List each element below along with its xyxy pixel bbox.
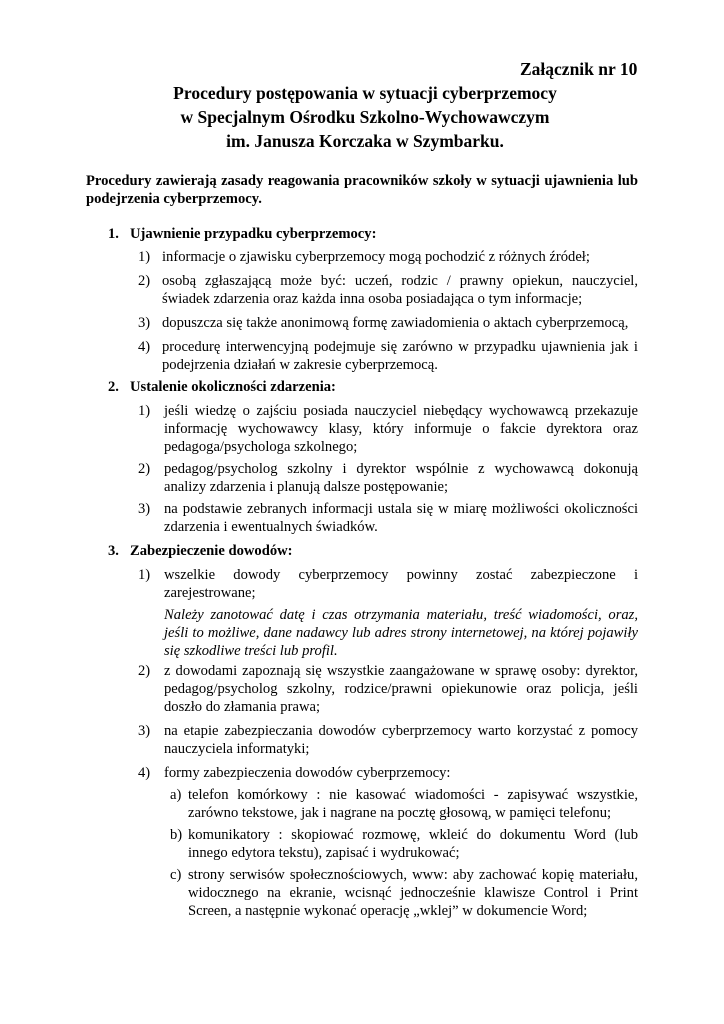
sub-item-text: komunikatory : skopiować rozmowę, wkleić do dokumentu Word (lub innego edytora tekstu), zapisać i wydrukować; <box>188 827 638 861</box>
item-number: 1) <box>138 567 151 583</box>
title-line-2: w Specjalnym Ośrodku Szkolno-Wychowawczym <box>180 107 550 127</box>
intro-paragraph: Procedury zawierają zasady reagowania pracowników szkoły w sytuacji ujawnienia lub podejrzenia cyberprzemocy. <box>86 173 638 207</box>
italic-note: Należy zanotować datę i czas otrzymania materiału, treść wiadomości, oraz, jeśli to możliwe, dane nadawcy lub adres strony internetowej, na której pojawiły się szkodliwe treści lub profil. <box>164 607 638 659</box>
item-number: 3) <box>138 501 151 517</box>
list-item <box>138 272 638 308</box>
item-text: wszelkie dowody cyberprzemocy powinny zostać zabezpieczone i zarejestrowane; <box>164 567 638 601</box>
item-text: dopuszcza się także anonimową formę zawiadomienia o aktach cyberprzemocą, <box>162 315 629 331</box>
sub-list-item <box>170 826 638 862</box>
item-text: pedagog/psycholog szkolny i dyrektor wspólnie z wychowawcą dokonują analizy zdarzenia i planują dalsze postępowanie; <box>164 461 638 495</box>
sub-item-text: strony serwisów społecznościowych, www: aby zachować kopię materiału, widocznego na ekranie, wcisnąć jednocześnie klawisze Control i Print Screen, a następnie wykonać operację „wklej” w dokumencie Word; <box>188 867 638 919</box>
item-number: 1) <box>138 249 151 265</box>
item-number: 1) <box>138 403 151 419</box>
list-item <box>138 500 638 536</box>
sub-item-letter: b) <box>170 827 183 843</box>
section-number: 1. <box>108 226 119 242</box>
item-number: 2) <box>138 273 151 289</box>
item-text: informacje o zjawisku cyberprzemocy mogą pochodzić z różnych źródeł; <box>162 249 590 265</box>
list-item <box>138 402 638 456</box>
section-1-heading <box>108 225 608 243</box>
list-item <box>138 248 638 266</box>
list-item <box>138 722 638 758</box>
item-text: formy zabezpieczenia dowodów cyberprzemocy: <box>164 765 451 781</box>
item-text: osobą zgłaszającą może być: uczeń, rodzic / prawny opiekun, nauczyciel, świadek zdarzenia oraz każda inna osoba posiadająca o tym informacje; <box>162 273 638 307</box>
section-3-heading <box>108 542 608 560</box>
section-number: 2. <box>108 379 119 395</box>
item-number: 2) <box>138 663 151 679</box>
section-heading-text: Zabezpieczenie dowodów: <box>130 543 293 559</box>
section-2-heading <box>108 378 608 396</box>
item-number: 2) <box>138 461 151 477</box>
list-item <box>138 338 638 374</box>
sub-list-item <box>170 786 638 822</box>
sub-list-item <box>170 866 638 920</box>
title-line-3: im. Janusza Korczaka w Szymbarku. <box>226 131 504 151</box>
sub-item-letter: a) <box>170 787 182 803</box>
item-text: z dowodami zapoznają się wszystkie zaangażowane w sprawę osoby: dyrektor, pedagog/psycholog szkolny, rodzice/prawni opiekunowie oraz policja, jeśli doszło do złamania prawa; <box>164 663 638 715</box>
title-line-1: Procedury postępowania w sytuacji cyberprzemocy <box>173 83 557 103</box>
sub-item-text: telefon komórkowy : nie kasować wiadomości - zapisywać wszystkie, zarówno tekstowe, jak i nagrane na pocztę głosową, w pamięci telefonu; <box>188 787 638 821</box>
annex-label: Załącznik nr 10 <box>520 59 638 79</box>
item-text: procedurę interwencyjną podejmuje się zarówno w przypadku ujawnienia jak i podejrzenia działań w zakresie cyberprzemocą. <box>162 339 638 373</box>
sub-item-letter: c) <box>170 867 182 883</box>
item-text: na etapie zabezpieczania dowodów cyberprzemocy warto korzystać z pomocy nauczyciela informatyki; <box>164 723 638 757</box>
list-item <box>138 764 638 782</box>
item-number: 4) <box>138 339 151 355</box>
item-number: 3) <box>138 315 151 331</box>
item-number: 3) <box>138 723 151 739</box>
item-number: 4) <box>138 765 151 781</box>
item-text: na podstawie zebranych informacji ustala się w miarę możliwości okoliczności zdarzenia i ewentualnych świadków. <box>164 501 638 535</box>
list-item <box>138 566 638 602</box>
section-number: 3. <box>108 543 119 559</box>
list-item <box>138 662 638 716</box>
section-heading-text: Ustalenie okoliczności zdarzenia: <box>130 379 336 395</box>
item-text: jeśli wiedzę o zajściu posiada nauczyciel niebędący wychowawcą przekazuje informację wychowawcy klasy, który informuje o fakcie dyrektora oraz pedagoga/psychologa szkolnego; <box>164 403 638 455</box>
list-item <box>138 314 638 332</box>
list-item <box>138 460 638 496</box>
section-heading-text: Ujawnienie przypadku cyberprzemocy: <box>130 226 377 242</box>
